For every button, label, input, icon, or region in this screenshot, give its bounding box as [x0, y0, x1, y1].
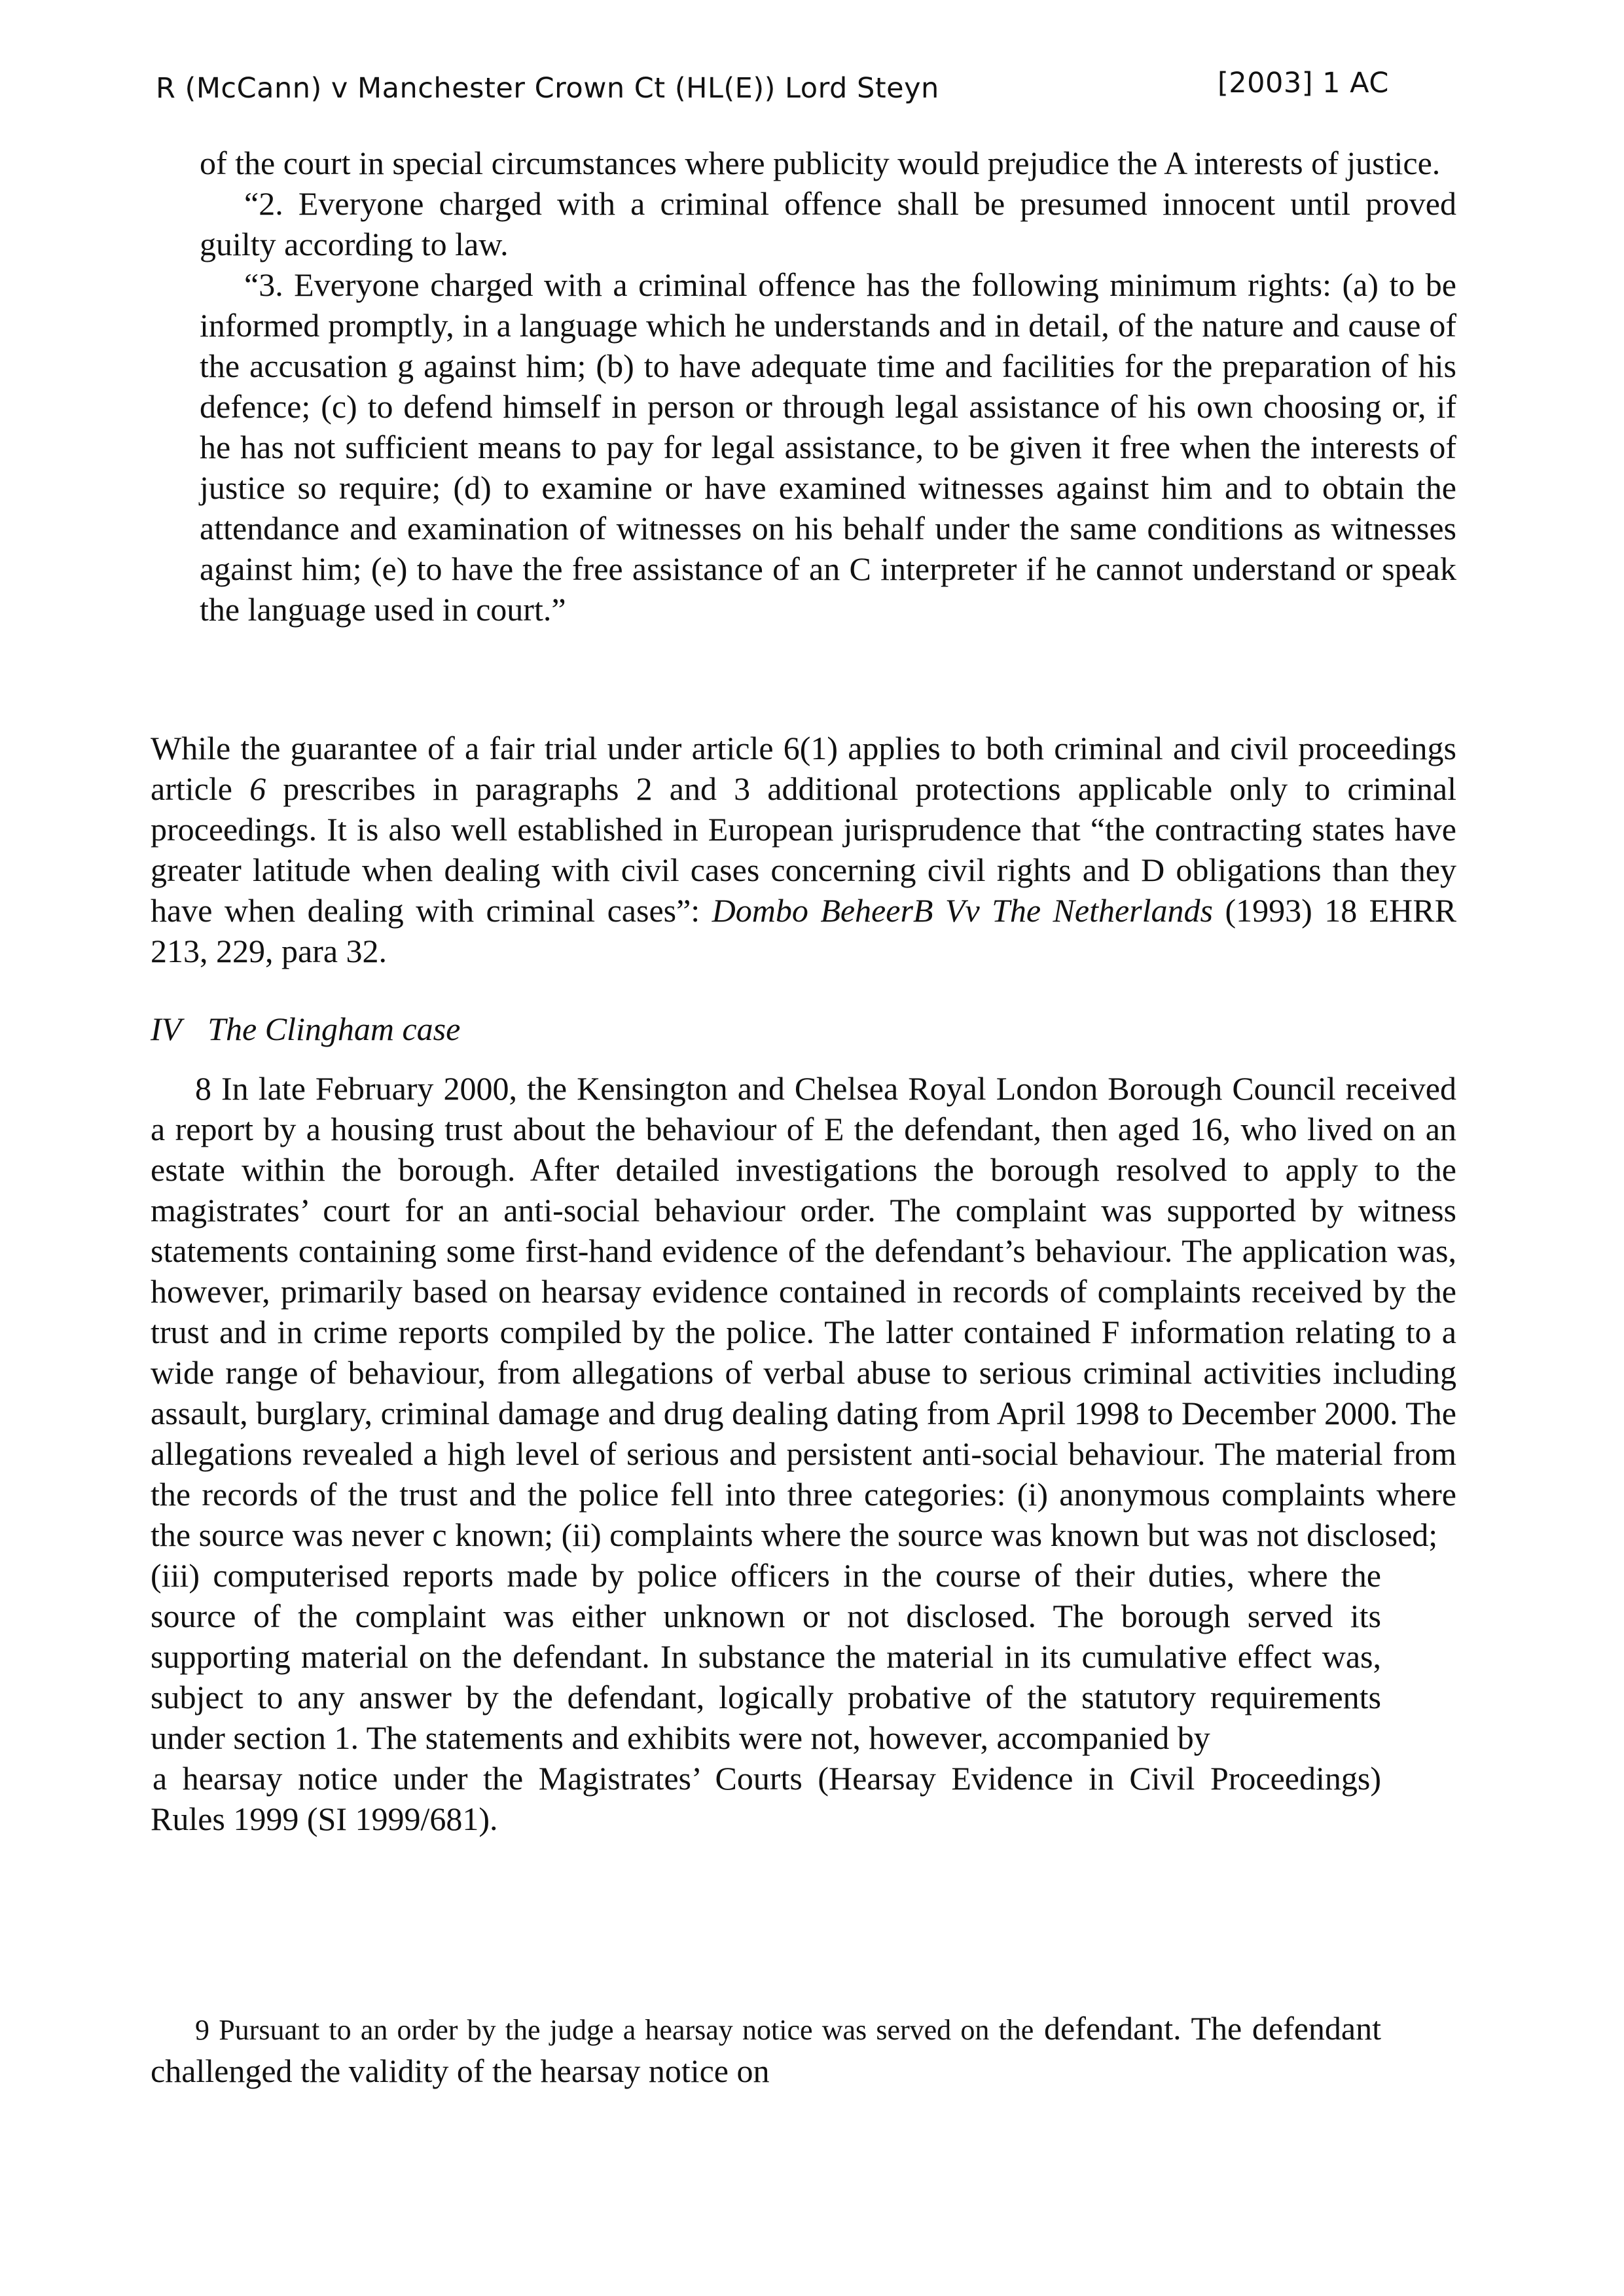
section-title: The Clingham case: [208, 1011, 461, 1047]
quote-paragraph-3: “3. Everyone charged with a criminal offence has the following minimum rights: (a) to be informed promptly, in a language which he understands and in detail, of the nature and cause of the accusation g against him; (b) to have adequate time and facilities for the preparation of his defence; (c) to defend himself in person or through legal assistance of his own choosing or, if he has not sufficient means to pay for legal assistance, to be given it free when the interests of justice so require; (d) to examine or have examined witnesses against him and to obtain the attendance and examination of witnesses on his behalf under the same conditions as witnesses against him; (e) to have the free assistance of an C interpreter if he cannot understand or speak the language used in court.”: [200, 266, 1456, 628]
paragraph-9-text: [151, 2008, 1381, 2091]
case-citation: (1993) 18 EHRR 213, 229, para 32.: [151, 892, 1456, 969]
quote-paragraph-1: of the court in special circumstances where publicity would prejudice the A interests of justice.: [200, 145, 1441, 181]
paragraph-9-rest: defendant. The defendant challenged the validity of the hearsay notice on: [151, 2010, 1381, 2089]
body-paragraph-article-6: [151, 728, 1456, 971]
quote-paragraph-2: “2. Everyone charged with a criminal offence shall be presumed innocent until proved guilty according to law.: [200, 185, 1456, 262]
section-heading: [151, 1010, 486, 1048]
text-segment: prescribes in paragraphs 2 and 3 additional protections applicable only to criminal proceedings. It is also well established in European jurisprudence that “the contracting states have greater latitude when dealing with civil cases concerning civil rights and D obligations than they have when dealing with criminal cases”:: [151, 770, 1456, 929]
paragraph-text: [151, 728, 1456, 971]
article-number: 6: [249, 770, 266, 807]
paragraph-8-part-2: (iii) computerised reports made by police officers in the course of their duties, where the source of the complaint was either unknown or not disclosed. The borough served its supporting material on the defendant. In substance the material in its cumulative effect was, subject to any answer by the defendant, logically probative of the statutory requirements under section 1. The statements and exhibits were not, however, accompanied by: [151, 1557, 1381, 1756]
paragraph-8-part-3: a hearsay notice under the Magistrates’ Courts (Hearsay Evidence in Civil Proceedings) Rules 1999 (SI 1999/681).: [151, 1760, 1381, 1837]
paragraph-8-part-1: 8 In late February 2000, the Kensington and Chelsea Royal London Borough Council received a report by a housing trust about the behaviour of E the defendant, then aged 16, who lived on an estate within the borough. After detailed investigations the borough resolved to apply to the magistrates’ court for an anti-social behaviour order. The complaint was supported by witness statements containing some first-hand evidence of the defendant’s behaviour. The application was, however, primarily based on hearsay evidence contained in records of complaints received by the trust and in crime reports compiled by the police. The latter contained F information relating to a wide range of behaviour, from allegations of verbal abuse to serious criminal activities including assault, burglary, criminal damage and drug dealing dating from April 1998 to December 2000. The allegations revealed a high level of serious and persistent anti-social behaviour. The material from the records of the trust and the police fell into three categories: (i) anonymous complaints where the source was never c known; (ii) complaints where the source was known but was not disclosed;: [151, 1070, 1456, 1553]
running-header-citation: [2003] 1 AC: [1218, 67, 1389, 99]
paragraph-9: [151, 2008, 1456, 2091]
section-number: IV: [151, 1011, 182, 1047]
text-segment: While the guarantee of a fair trial under article 6(1) applies to both criminal and civil proceedings article: [151, 730, 1456, 807]
running-header-case-title: R (McCann) v Manchester Crown Ct (HL(E)) Lord Steyn: [156, 72, 939, 105]
article-quotation: [200, 143, 1456, 630]
paragraph-9-lead: 9 Pursuant to an order by the judge a hearsay notice was served on the: [195, 2014, 1034, 2046]
paragraph-8: [151, 1068, 1456, 1839]
case-name: Dombo BeheerB Vv The Netherlands: [712, 892, 1213, 929]
